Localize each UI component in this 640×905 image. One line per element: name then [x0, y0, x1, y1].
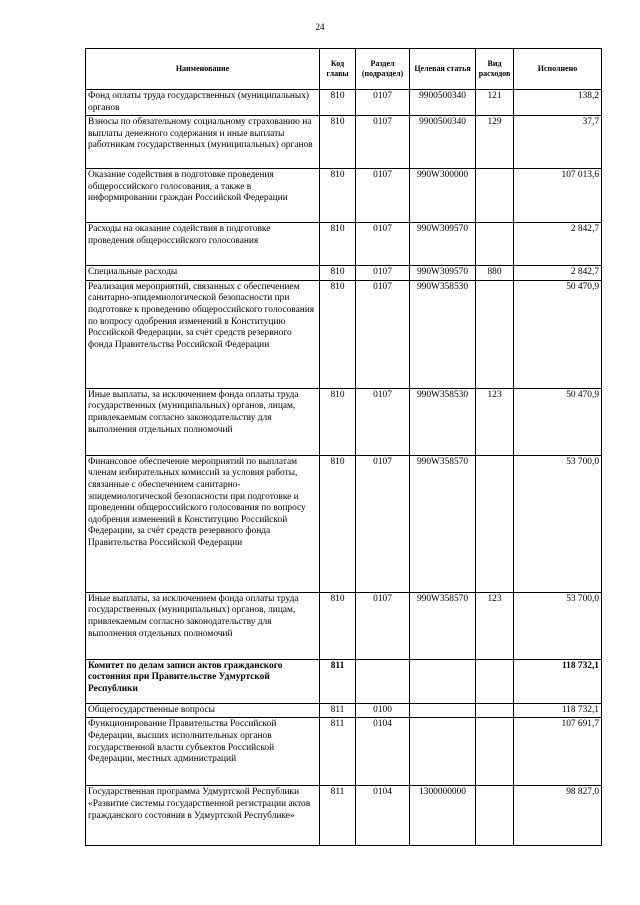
table-row: [86, 280, 602, 388]
cell-article: [410, 718, 476, 786]
header-section: Раздел (подраздел): [356, 49, 410, 90]
cell-section: 0107: [356, 455, 410, 592]
cell-executed: 107 691,7: [514, 718, 602, 786]
cell-name: Специальные расходы: [86, 266, 320, 281]
cell-article: 990W309570: [410, 223, 476, 266]
header-name: Наименование: [86, 49, 320, 90]
cell-executed: 107 013,6: [514, 169, 602, 223]
table-row: [86, 703, 602, 718]
cell-section: 0107: [356, 223, 410, 266]
cell-code: 810: [320, 266, 356, 281]
table-row: [86, 718, 602, 786]
cell-code: 811: [320, 786, 356, 846]
cell-code: 810: [320, 280, 356, 388]
cell-article: 1300000000: [410, 786, 476, 846]
cell-executed: 2 842,7: [514, 266, 602, 281]
header-executed: Исполнено: [514, 49, 602, 90]
cell-article: 990W358530: [410, 388, 476, 455]
cell-executed: 53 700,0: [514, 592, 602, 659]
cell-section: 0107: [356, 592, 410, 659]
cell-name: Реализация мероприятий, связанных с обеспечением санитарно-эпидемиологической безопасности при подготовке к проведению общероссийского голосования по вопросу одобрения изменений в Конституцию Российской Федерации, за счёт средств резервного фонда Правительства Российской Федерации: [86, 280, 320, 388]
cell-section: 0107: [356, 90, 410, 116]
table-row: [86, 223, 602, 266]
cell-article: 9900500340: [410, 90, 476, 116]
cell-article: 990W358570: [410, 592, 476, 659]
table-body: [86, 90, 602, 846]
cell-type: 880: [476, 266, 514, 281]
cell-executed: 53 700,0: [514, 455, 602, 592]
cell-code: 810: [320, 90, 356, 116]
cell-name: Оказание содействия в подготовке проведения общероссийского голосования, а также в информировании граждан Российской Федерации: [86, 169, 320, 223]
cell-section: 0107: [356, 388, 410, 455]
table-row: [86, 116, 602, 169]
cell-article: 990W309570: [410, 266, 476, 281]
cell-executed: 118 732,1: [514, 703, 602, 718]
cell-code: 811: [320, 659, 356, 703]
cell-executed: 2 842,7: [514, 223, 602, 266]
cell-type: 129: [476, 116, 514, 169]
cell-name: Фонд оплаты труда государственных (муниципальных) органов: [86, 90, 320, 116]
cell-name: Функционирование Правительства Российской Федерации, высших исполнительных органов государственной власти субъектов Российской Федерации, местных администраций: [86, 718, 320, 786]
cell-article: [410, 659, 476, 703]
cell-type: [476, 659, 514, 703]
cell-executed: 37,7: [514, 116, 602, 169]
table-row: [86, 90, 602, 116]
cell-section: 0107: [356, 280, 410, 388]
cell-article: 9900500340: [410, 116, 476, 169]
cell-type: [476, 223, 514, 266]
cell-article: 990W358570: [410, 455, 476, 592]
cell-section: 0107: [356, 266, 410, 281]
cell-name: Государственная программа Удмуртской Республики «Развитие системы государственной регистрации актов гражданского состояния в Удмуртской Республике»: [86, 786, 320, 846]
table-row: [86, 266, 602, 281]
cell-code: 810: [320, 388, 356, 455]
cell-type: [476, 718, 514, 786]
table-row: [86, 388, 602, 455]
cell-code: 810: [320, 116, 356, 169]
cell-section: 0104: [356, 786, 410, 846]
table-row: [86, 169, 602, 223]
cell-section: 0107: [356, 169, 410, 223]
cell-code: 810: [320, 592, 356, 659]
cell-name: Иные выплаты, за исключением фонда оплаты труда государственных (муниципальных) органов, лицам, привлекаемым согласно законодательству для выполнения отдельных полномочий: [86, 592, 320, 659]
cell-executed: 50 470,9: [514, 388, 602, 455]
cell-section: 0100: [356, 703, 410, 718]
cell-code: 810: [320, 223, 356, 266]
cell-type: [476, 169, 514, 223]
budget-execution-table: [85, 48, 602, 846]
header-type: Вид расходов: [476, 49, 514, 90]
cell-name: Иные выплаты, за исключением фонда оплаты труда государственных (муниципальных) органов, лицам, привлекаемым согласно законодательству для выполнения отдельных полномочий: [86, 388, 320, 455]
cell-type: 121: [476, 90, 514, 116]
cell-code: 810: [320, 455, 356, 592]
cell-type: [476, 280, 514, 388]
table-header-row: [86, 49, 602, 90]
table-row: [86, 659, 602, 703]
cell-article: [410, 703, 476, 718]
header-article: Целевая статья: [410, 49, 476, 90]
cell-type: [476, 455, 514, 592]
cell-executed: 138,2: [514, 90, 602, 116]
cell-type: [476, 786, 514, 846]
cell-name: Финансовое обеспечение мероприятий по выплатам членам избирательных комиссий за условия работы, связанные с обеспечением санитарно-эпидемиологической безопасности при подготовке и проведении общероссийского голосования по вопросу одобрения изменений в Конституцию Российской Федерации, за счёт средств резервного фонда Правительства Российской Федерации: [86, 455, 320, 592]
cell-name: Комитет по делам записи актов гражданского состояния при Правительстве Удмуртской Республики: [86, 659, 320, 703]
table-row: [86, 786, 602, 846]
cell-executed: 118 732,1: [514, 659, 602, 703]
cell-type: 123: [476, 592, 514, 659]
cell-section: [356, 659, 410, 703]
cell-code: 811: [320, 718, 356, 786]
page-number: 24: [315, 22, 325, 32]
cell-name: Общегосударственные вопросы: [86, 703, 320, 718]
cell-type: 123: [476, 388, 514, 455]
cell-article: 990W358530: [410, 280, 476, 388]
cell-name: Расходы на оказание содействия в подготовке проведения общероссийского голосования: [86, 223, 320, 266]
cell-article: 990W300000: [410, 169, 476, 223]
cell-section: 0104: [356, 718, 410, 786]
header-code: Код главы: [320, 49, 356, 90]
cell-executed: 98 827,0: [514, 786, 602, 846]
cell-name: Взносы по обязательному социальному страхованию на выплаты денежного содержания и иные выплаты работникам государственных (муниципальных) органов: [86, 116, 320, 169]
cell-section: 0107: [356, 116, 410, 169]
cell-type: [476, 703, 514, 718]
table-row: [86, 455, 602, 592]
table-row: [86, 592, 602, 659]
cell-executed: 50 470,9: [514, 280, 602, 388]
cell-code: 811: [320, 703, 356, 718]
cell-code: 810: [320, 169, 356, 223]
